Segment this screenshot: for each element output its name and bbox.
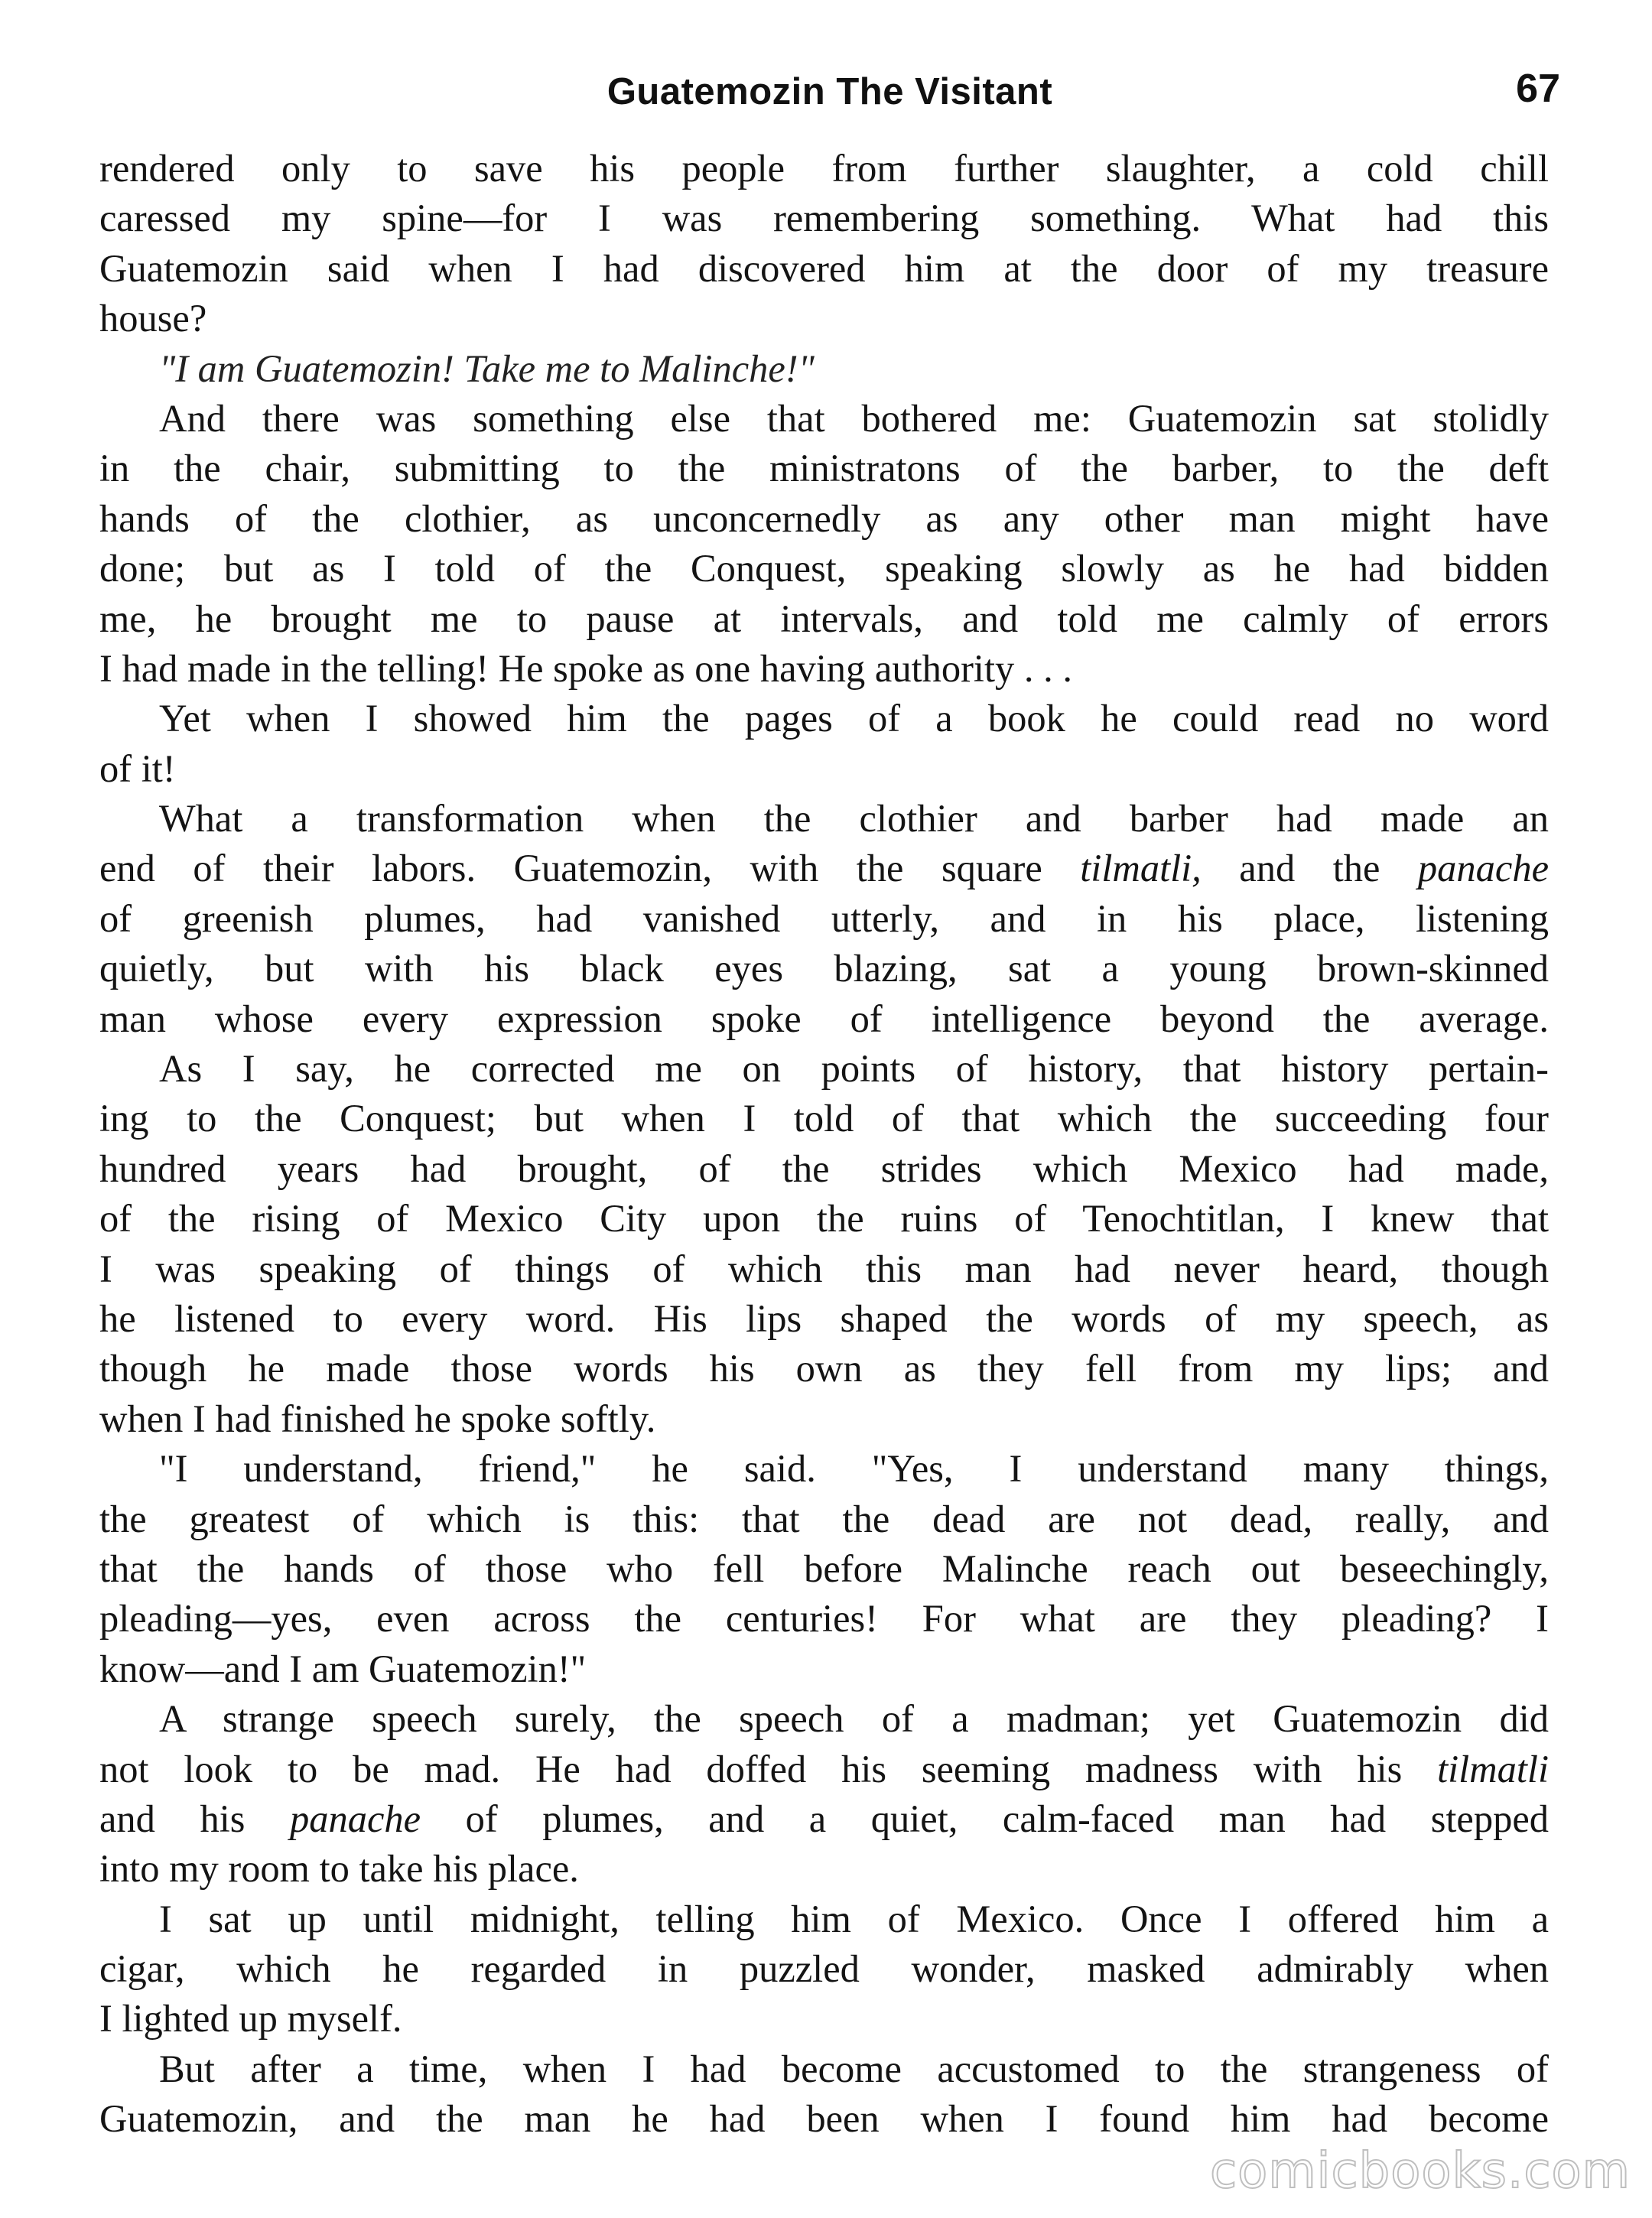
text-line: Guatemozin, and the man he had been when I found him had become xyxy=(99,2097,1549,2141)
body-text xyxy=(99,144,1549,2145)
running-title: Guatemozin The Visitant xyxy=(606,71,1053,112)
text-line: done; but as I told of the Conquest, speaking slowly as he had bidden xyxy=(99,547,1549,590)
text-line: pleading—yes, even across the centuries! For what are they pleading? I xyxy=(99,1597,1549,1641)
text-line: And there was something else that bothered me: Guatemozin sat stolidly xyxy=(159,396,1549,440)
text-line: quietly, but with his black eyes blazing, sat a young brown-skinned xyxy=(99,947,1549,990)
text-line: hundred years had brought, of the strides which Mexico had made, xyxy=(99,1146,1549,1190)
text-line: when I had finished he spoke softly. xyxy=(99,1397,656,1440)
text-line: of greenish plumes, had vanished utterly, and in his place, listening xyxy=(99,896,1549,940)
watermark-logo: comicbooks.com xyxy=(1209,2143,1631,2200)
text-line: rendered only to save his people from further slaughter, a cold chill xyxy=(99,147,1549,190)
text-line: ing to the Conquest; but when I told of that which the succeeding four xyxy=(99,1097,1549,1140)
text-line: house? xyxy=(99,297,207,340)
text-segment: not look to be mad. He had doffed his seeming madness with his xyxy=(99,1747,1438,1790)
text-line: he listened to every word. His lips shaped the words of my speech, as xyxy=(99,1296,1549,1340)
text-line: cigar, which he regarded in puzzled wonder, masked admirably when xyxy=(99,1947,1549,1991)
text-line: I had made in the telling! He spoke as one having authority . . . xyxy=(99,646,1072,690)
text-line xyxy=(99,844,1549,893)
text-line: hands of the clothier, as unconcernedly as any other man might have xyxy=(99,496,1549,540)
text-segment: end of their labors. Guatemozin, with the square xyxy=(99,847,1081,890)
italic-word: panache xyxy=(1417,847,1549,890)
quoted-line: "I am Guatemozin! Take me to Malinche!" xyxy=(159,346,815,390)
text-line: Guatemozin said when I had discovered him at the door of my treasure xyxy=(99,246,1549,290)
text-line: of it! xyxy=(99,746,176,790)
text-line: man whose every expression spoke of intelligence beyond the average. xyxy=(99,997,1549,1040)
text-line: Yet when I showed him the pages of a book he could read no word xyxy=(159,697,1549,740)
text-line: I sat up until midnight, telling him of Mexico. Once I offered him a xyxy=(159,1897,1549,1940)
text-line: know—and I am Guatemozin!" xyxy=(99,1647,587,1690)
text-line xyxy=(99,1745,1549,1794)
text-line: of the rising of Mexico City upon the ruins of Tenochtitlan, I knew that xyxy=(99,1197,1549,1241)
text-line: me, he brought me to pause at intervals, and told me calmly of errors xyxy=(99,597,1549,640)
text-line xyxy=(99,1794,1549,1844)
text-line: that the hands of those who fell before Malinche reach out beseechingly, xyxy=(99,1546,1549,1590)
text-line: But after a time, when I had become accustomed to the strangeness of xyxy=(159,2047,1549,2090)
text-line: the greatest of which is this: that the dead are not dead, really, and xyxy=(99,1497,1549,1540)
text-line: in the chair, submitting to the ministratons of the barber, to the deft xyxy=(99,447,1549,490)
text-segment: and the xyxy=(1201,847,1418,890)
text-segment: and his xyxy=(99,1797,290,1840)
text-line: into my room to take his place. xyxy=(99,1847,579,1891)
italic-word: tilmatli, xyxy=(1080,847,1202,890)
text-line: I lighted up myself. xyxy=(99,1997,402,2041)
text-segment: of plumes, and a quiet, calm-faced man had stepped xyxy=(421,1797,1549,1840)
text-line: A strange speech surely, the speech of a madman; yet Guatemozin did xyxy=(159,1697,1549,1741)
page-header xyxy=(99,67,1560,132)
text-line: What a transformation when the clothier and barber had made an xyxy=(159,797,1549,841)
text-line: As I say, he corrected me on points of history, that history pertain- xyxy=(159,1047,1549,1091)
italic-word: panache xyxy=(289,1797,421,1840)
italic-word: tilmatli xyxy=(1437,1747,1549,1790)
text-line: "I understand, friend," he said. "Yes, I understand many things, xyxy=(159,1447,1549,1491)
text-line: I was speaking of things of which this man had never heard, though xyxy=(99,1247,1549,1290)
page-number: 67 xyxy=(1516,67,1560,111)
text-line: caressed my spine—for I was remembering something. What had this xyxy=(99,197,1549,240)
text-line: though he made those words his own as they fell from my lips; and xyxy=(99,1347,1549,1390)
